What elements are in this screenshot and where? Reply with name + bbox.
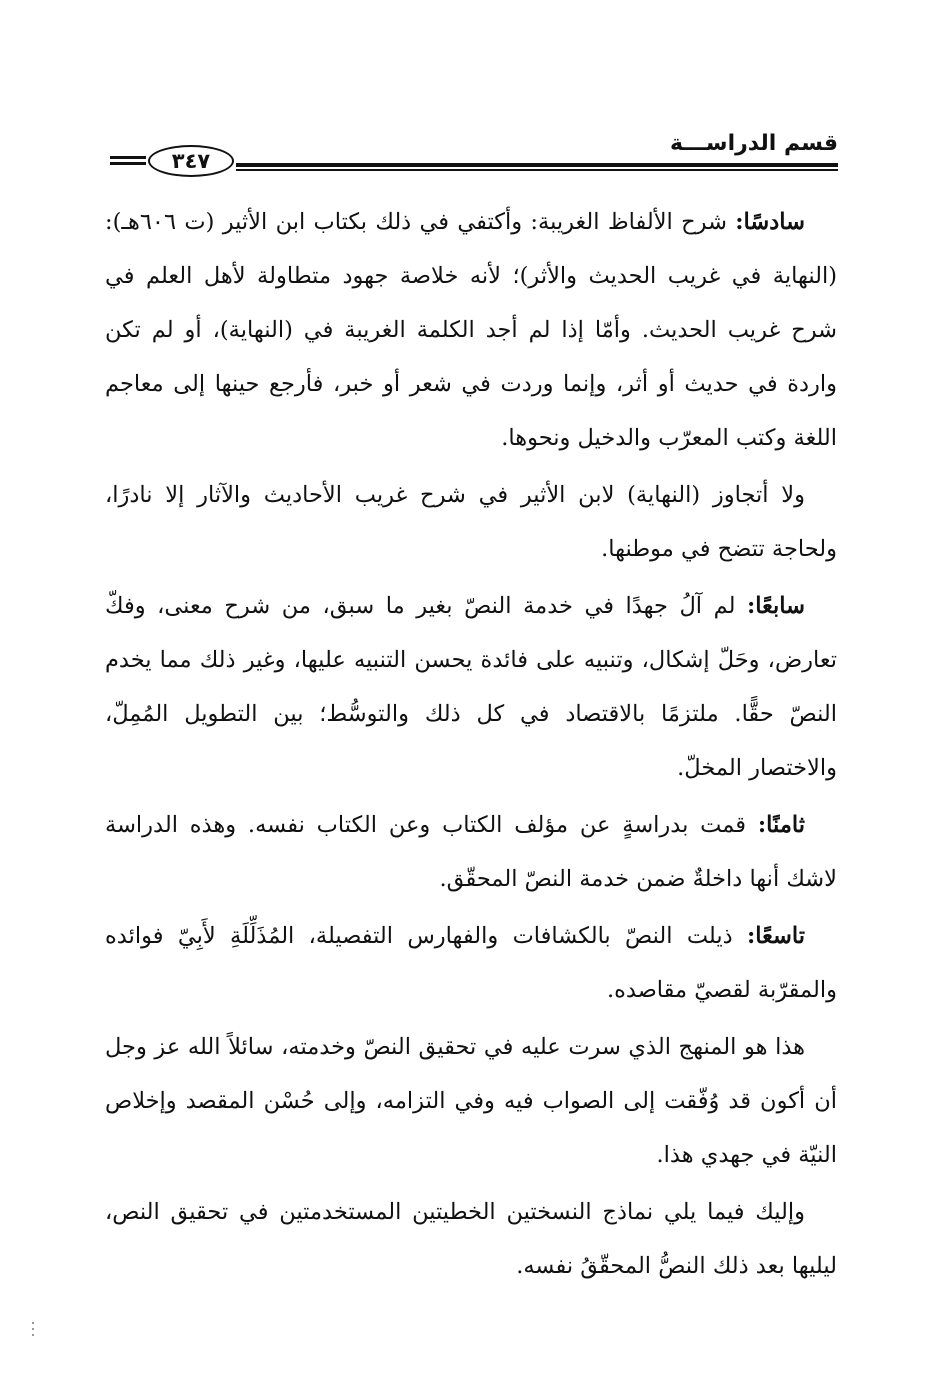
paragraph-text: هذا هو المنهج الذي سرت عليه في تحقيق النصّ وخدمته، سائلاً الله عز وجل أن أكون قد وُفّقت إلى الصواب فيه وفي التزامه، وإلى حُسْن المقصد وإخلاص النيّة في جهدي هذا. [105, 1034, 837, 1168]
paragraph-text: شرح الألفاظ الغريبة: وأكتفي في ذلك بكتاب ابن الأثير (ت ٦٠٦هـ): (النهاية في غريب الحديث والأثر)؛ لأنه خلاصة جهود متطاولة لأهل العلم في شرح غريب الحديث. وأمّا إذا لم أجد الكلمة الغريبة في (النهاية)، أو لم تكن واردة في حديث أو أثر، وإنما وردت في شعر أو خبر، فأرجع حينها إلى معاجم اللغة وكتب المعرّب والدخيل ونحوها. [105, 209, 837, 451]
paragraph-lead: سابعًا: [747, 593, 805, 619]
header-ornament [110, 156, 146, 168]
paragraph-text: ولا أتجاوز (النهاية) لابن الأثير في شرح غريب الأحاديث والآثار إلا نادرًا، ولحاجة تتضح في موطنها. [105, 482, 837, 562]
paragraph-seventh [105, 579, 837, 795]
paragraph-lead: تاسعًا: [747, 923, 805, 949]
body-text [105, 195, 837, 1296]
header-rule-thin [236, 169, 838, 171]
section-title: قسم الدراســـة [670, 131, 838, 156]
paragraph-text: لم آلُ جهدًا في خدمة النصّ بغير ما سبق، من شرح معنى، وفكّ تعارض، وحَلّ إشكال، وتنبيه على فائدة يحسن التنبيه عليها، وغير ذلك مما يخدم النصّ حقًّا. ملتزمًا بالاقتصاد في كل ذلك والتوسُّط؛ بين التطويل المُمِلّ، والاختصار المخلّ. [105, 593, 837, 781]
header-rule-thick [236, 163, 838, 167]
paragraph-text: وإليك فيما يلي نماذج النسختين الخطيتين المستخدمتين في تحقيق النص، ليليها بعد ذلك النصُّ المحقّقُ نفسه. [105, 1199, 837, 1279]
paragraph-closing [105, 1185, 837, 1293]
paragraph-text: قمت بدراسةٍ عن مؤلف الكتاب وعن الكتاب نفسه. وهذه الدراسة لاشك أنها داخلةٌ ضمن خدمة النصّ المحقّق. [105, 812, 837, 892]
paragraph-ninth [105, 909, 837, 1017]
paragraph-lead: ثامنًا: [757, 812, 805, 838]
paragraph-text: ذيلت النصّ بالكشافات والفهارس التفصيلة، المُذَلِّلَةِ لأَبِيّ فوائده والمقرّبة لقصيّ مقاصده. [105, 923, 837, 1003]
paragraph-note [105, 468, 837, 576]
paragraph-sixth [105, 195, 837, 465]
paragraph-eighth [105, 798, 837, 906]
paragraph-lead: سادسًا: [735, 209, 805, 235]
paragraph-method-summary [105, 1020, 837, 1182]
scan-specks [30, 1318, 36, 1348]
running-header [108, 127, 838, 177]
page-number: ٣٤٧ [148, 145, 234, 177]
